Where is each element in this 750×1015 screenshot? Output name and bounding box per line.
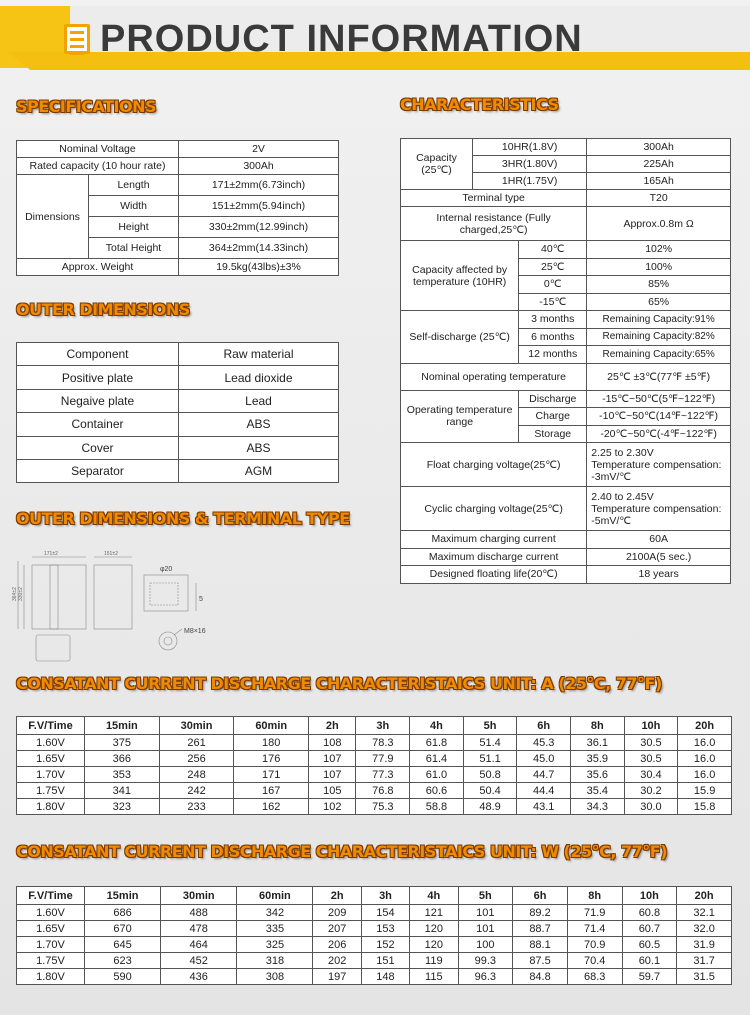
table-cell: 30.5 — [624, 735, 678, 751]
table-cell: 35.6 — [570, 767, 624, 783]
table-cell: 153 — [361, 921, 409, 937]
table-cell: 45.0 — [517, 751, 571, 767]
table-cell: 108 — [309, 735, 356, 751]
column-header: F.V/Time — [17, 717, 85, 735]
table-cell: 115 — [410, 969, 458, 985]
table-header-row — [17, 887, 732, 905]
char-value: 25℃ ±3℃(77℉ ±5℉) — [587, 363, 731, 390]
column-header: 3h — [356, 717, 410, 735]
table-cell: 478 — [161, 921, 237, 937]
material-cell: Lead dioxide — [179, 366, 339, 389]
material-cell: AGM — [179, 459, 339, 482]
table-cell: 101 — [458, 905, 513, 921]
table-row — [401, 531, 731, 549]
column-header: 15min — [85, 887, 161, 905]
spec-label: Dimensions — [17, 175, 89, 259]
heading-discharge-w: CONSATANT CURRENT DISCHARGE CHARACTERISTAICS UNIT: W (25°C, 77°F) — [16, 842, 668, 861]
table-row — [401, 207, 731, 241]
table-row — [17, 413, 339, 436]
table-cell: 120 — [410, 921, 458, 937]
spec-value: 2V — [179, 141, 339, 158]
table-cell: 35.4 — [570, 783, 624, 799]
table-row — [17, 158, 339, 175]
table-cell: 148 — [361, 969, 409, 985]
char-label: Operating temperature range — [401, 390, 519, 443]
char-value: Remaining Capacity:82% — [587, 328, 731, 346]
table-cell: 31.5 — [677, 969, 732, 985]
char-value: 100% — [587, 258, 731, 276]
row-label: 1.60V — [17, 905, 85, 921]
table-cell: 623 — [85, 953, 161, 969]
table-cell: 151 — [361, 953, 409, 969]
table-cell: 464 — [161, 937, 237, 953]
table-cell: 30.4 — [624, 767, 678, 783]
drawing-dim-side2: 330±2 — [18, 587, 24, 601]
table-row — [17, 905, 732, 921]
row-label: 1.80V — [17, 799, 85, 815]
table-cell: 51.4 — [463, 735, 517, 751]
component-cell: Negaive plate — [17, 389, 179, 412]
char-value: Remaining Capacity:91% — [587, 311, 731, 329]
column-header: Component — [17, 343, 179, 366]
table-cell: 60.1 — [622, 953, 677, 969]
spec-label: Length — [89, 175, 179, 196]
char-value: 165Ah — [587, 173, 731, 190]
drawing-dim-side1: 364±2 — [12, 587, 18, 601]
heading-specifications: SPECIFICATIONS — [16, 97, 157, 116]
table-cell: 207 — [313, 921, 361, 937]
heading-characteristics: CHARACTERISTICS — [400, 95, 559, 114]
table-cell: 686 — [85, 905, 161, 921]
char-value: -10℃~50℃(14℉~122℉) — [587, 408, 731, 426]
table-row — [17, 767, 732, 783]
table-cell: 100 — [458, 937, 513, 953]
drawing-terminal-depth: 5 — [199, 596, 203, 603]
column-header: 60min — [234, 717, 309, 735]
table-cell: 60.7 — [622, 921, 677, 937]
table-cell: 77.9 — [356, 751, 410, 767]
table-cell: 60.5 — [622, 937, 677, 953]
table-row — [17, 937, 732, 953]
drawing-dim-top1: 171±2 — [44, 551, 58, 557]
table-cell: 120 — [410, 937, 458, 953]
table-row — [401, 311, 731, 329]
table-cell: 102 — [309, 799, 356, 815]
table-cell: 16.0 — [678, 767, 732, 783]
table-row — [17, 783, 732, 799]
table-cell: 325 — [237, 937, 313, 953]
table-row — [17, 799, 732, 815]
table-cell: 197 — [313, 969, 361, 985]
column-header: 15min — [85, 717, 160, 735]
column-header: 2h — [309, 717, 356, 735]
table-cell: 342 — [237, 905, 313, 921]
table-cell: 488 — [161, 905, 237, 921]
heading-outer-dimensions: OUTER DIMENSIONS — [16, 300, 190, 319]
table-cell: 162 — [234, 799, 309, 815]
table-row — [17, 259, 339, 276]
spec-value: 19.5kg(43lbs)±3% — [179, 259, 339, 276]
char-label: Float charging voltage(25℃) — [401, 443, 587, 487]
char-label: Self-discharge (25℃) — [401, 311, 519, 364]
specifications-table — [16, 140, 339, 276]
table-cell: 171 — [234, 767, 309, 783]
row-label: 1.75V — [17, 953, 85, 969]
table-cell: 233 — [159, 799, 234, 815]
table-cell: 180 — [234, 735, 309, 751]
material-cell: ABS — [179, 413, 339, 436]
page-title: PRODUCT INFORMATION — [100, 18, 583, 60]
spec-value: 171±2mm(6.73inch) — [179, 175, 339, 196]
drawing-bolt: M8×16 — [184, 628, 206, 635]
char-value: 102% — [587, 241, 731, 259]
table-cell: 68.3 — [567, 969, 622, 985]
document-icon — [64, 24, 90, 54]
outer-dimensions-table — [16, 342, 339, 483]
table-cell: 71.9 — [567, 905, 622, 921]
table-cell: 61.0 — [410, 767, 464, 783]
column-header: Raw material — [179, 343, 339, 366]
char-label: Capacity affected by temperature (10HR) — [401, 241, 519, 311]
table-cell: 261 — [159, 735, 234, 751]
char-sub: 40℃ — [519, 241, 587, 259]
column-header: 10h — [624, 717, 678, 735]
table-cell: 96.3 — [458, 969, 513, 985]
column-header: 6h — [513, 887, 568, 905]
table-cell: 590 — [85, 969, 161, 985]
table-cell: 308 — [237, 969, 313, 985]
char-sub: 1HR(1.75V) — [473, 173, 587, 190]
char-value: -20℃~50℃(-4℉~122℉) — [587, 425, 731, 443]
table-cell: 77.3 — [356, 767, 410, 783]
char-value: Remaining Capacity:65% — [587, 346, 731, 364]
char-sub: Charge — [519, 408, 587, 426]
table-cell: 36.1 — [570, 735, 624, 751]
spec-value: 300Ah — [179, 158, 339, 175]
row-label: 1.80V — [17, 969, 85, 985]
table-cell: 167 — [234, 783, 309, 799]
char-sub: Discharge — [519, 390, 587, 408]
table-row — [401, 363, 731, 390]
table-cell: 70.4 — [567, 953, 622, 969]
material-cell: Lead — [179, 389, 339, 412]
column-header: 5h — [458, 887, 513, 905]
drawing-dim-top2: 151±2 — [104, 551, 118, 557]
table-cell: 105 — [309, 783, 356, 799]
char-value: 2100A(5 sec.) — [587, 548, 731, 566]
char-label: Capacity (25℃) — [401, 139, 473, 190]
component-cell: Cover — [17, 436, 179, 459]
table-cell: 206 — [313, 937, 361, 953]
table-cell: 70.9 — [567, 937, 622, 953]
table-cell: 76.8 — [356, 783, 410, 799]
table-row — [401, 443, 731, 487]
discharge-table-a — [16, 716, 732, 815]
char-sub: 10HR(1.8V) — [473, 139, 587, 156]
table-cell: 31.9 — [677, 937, 732, 953]
char-value: 60A — [587, 531, 731, 549]
spec-label: Nominal Voltage — [17, 141, 179, 158]
row-label: 1.65V — [17, 751, 85, 767]
table-cell: 48.9 — [463, 799, 517, 815]
column-header: F.V/Time — [17, 887, 85, 905]
spec-label: Total Height — [89, 238, 179, 259]
char-sub: 3 months — [519, 311, 587, 329]
column-header: 2h — [313, 887, 361, 905]
table-row — [17, 459, 339, 482]
table-cell: 375 — [85, 735, 160, 751]
column-header: 30min — [159, 717, 234, 735]
char-label: Terminal type — [401, 190, 587, 207]
cyclic-compensation: Temperature compensation: -5mV/℃ — [591, 502, 722, 527]
char-value: 225Ah — [587, 156, 731, 173]
table-cell: 78.3 — [356, 735, 410, 751]
spec-value: 330±2mm(12.99inch) — [179, 217, 339, 238]
component-cell: Container — [17, 413, 179, 436]
cyclic-voltage: 2.40 to 2.45V — [591, 490, 654, 503]
table-row — [17, 969, 732, 985]
table-row — [17, 141, 339, 158]
row-label: 1.70V — [17, 767, 85, 783]
table-row — [17, 751, 732, 767]
table-cell: 107 — [309, 767, 356, 783]
char-value: -15℃~50℃(5℉~122℉) — [587, 390, 731, 408]
table-cell: 107 — [309, 751, 356, 767]
table-row — [401, 190, 731, 207]
table-cell: 51.1 — [463, 751, 517, 767]
table-cell: 645 — [85, 937, 161, 953]
table-cell: 121 — [410, 905, 458, 921]
char-value: Approx.0.8m Ω — [587, 207, 731, 241]
char-sub: 3HR(1.80V) — [473, 156, 587, 173]
spec-label: Rated capacity (10 hour rate) — [17, 158, 179, 175]
table-cell: 152 — [361, 937, 409, 953]
heading-discharge-a: CONSATANT CURRENT DISCHARGE CHARACTERISTAICS UNIT: A (25°C, 77°F) — [16, 674, 662, 693]
table-cell: 154 — [361, 905, 409, 921]
table-cell: 58.8 — [410, 799, 464, 815]
table-cell: 353 — [85, 767, 160, 783]
spec-label: Approx. Weight — [17, 259, 179, 276]
table-cell: 61.4 — [410, 751, 464, 767]
table-cell: 45.3 — [517, 735, 571, 751]
column-header: 5h — [463, 717, 517, 735]
char-value — [587, 443, 731, 487]
row-label: 1.70V — [17, 937, 85, 953]
table-row — [17, 436, 339, 459]
discharge-table-w — [16, 886, 732, 985]
char-label: Designed floating life(20℃) — [401, 566, 587, 584]
heading-outer-terminal: OUTER DIMENSIONS & TERMINAL TYPE — [16, 509, 350, 528]
table-cell: 242 — [159, 783, 234, 799]
table-row — [401, 548, 731, 566]
table-row — [401, 566, 731, 584]
table-cell: 32.1 — [677, 905, 732, 921]
char-sub: 25℃ — [519, 258, 587, 276]
column-header: 4h — [410, 717, 464, 735]
spec-label: Width — [89, 196, 179, 217]
material-cell: ABS — [179, 436, 339, 459]
table-cell: 15.9 — [678, 783, 732, 799]
table-row — [17, 366, 339, 389]
float-voltage: 2.25 to 2.30V — [591, 446, 654, 459]
table-cell: 89.2 — [513, 905, 568, 921]
table-cell: 31.7 — [677, 953, 732, 969]
table-cell: 59.7 — [622, 969, 677, 985]
table-cell: 43.1 — [517, 799, 571, 815]
row-label: 1.75V — [17, 783, 85, 799]
spec-value: 151±2mm(5.94inch) — [179, 196, 339, 217]
dimension-drawing — [14, 545, 244, 667]
column-header: 30min — [161, 887, 237, 905]
spec-value: 364±2mm(14.33inch) — [179, 238, 339, 259]
table-cell: 30.2 — [624, 783, 678, 799]
column-header: 6h — [517, 717, 571, 735]
table-cell: 16.0 — [678, 751, 732, 767]
table-cell: 32.0 — [677, 921, 732, 937]
char-sub: 0℃ — [519, 276, 587, 294]
char-label: Maximum discharge current — [401, 548, 587, 566]
char-sub: 6 months — [519, 328, 587, 346]
char-value: 85% — [587, 276, 731, 294]
table-cell: 44.4 — [517, 783, 571, 799]
table-cell: 436 — [161, 969, 237, 985]
char-value: 300Ah — [587, 139, 731, 156]
table-cell: 71.4 — [567, 921, 622, 937]
table-cell: 75.3 — [356, 799, 410, 815]
char-label: Cyclic charging voltage(25℃) — [401, 487, 587, 531]
table-cell: 60.8 — [622, 905, 677, 921]
table-row — [17, 343, 339, 366]
table-row — [17, 953, 732, 969]
row-label: 1.60V — [17, 735, 85, 751]
table-row — [17, 175, 339, 196]
table-cell: 34.3 — [570, 799, 624, 815]
table-cell: 176 — [234, 751, 309, 767]
char-value — [587, 487, 731, 531]
table-cell: 248 — [159, 767, 234, 783]
table-cell: 87.5 — [513, 953, 568, 969]
table-cell: 30.5 — [624, 751, 678, 767]
table-cell: 88.1 — [513, 937, 568, 953]
char-value: T20 — [587, 190, 731, 207]
table-row — [401, 487, 731, 531]
table-row — [401, 390, 731, 408]
table-cell: 50.4 — [463, 783, 517, 799]
table-row — [401, 139, 731, 156]
table-cell: 101 — [458, 921, 513, 937]
table-cell: 256 — [159, 751, 234, 767]
char-value: 18 years — [587, 566, 731, 584]
char-label: Internal resistance (Fully charged,25℃) — [401, 207, 587, 241]
table-cell: 35.9 — [570, 751, 624, 767]
table-cell: 50.8 — [463, 767, 517, 783]
spec-label: Height — [89, 217, 179, 238]
table-cell: 30.0 — [624, 799, 678, 815]
characteristics-table — [400, 138, 731, 584]
table-cell: 44.7 — [517, 767, 571, 783]
column-header: 8h — [570, 717, 624, 735]
component-cell: Positive plate — [17, 366, 179, 389]
char-sub: Storage — [519, 425, 587, 443]
table-cell: 209 — [313, 905, 361, 921]
table-cell: 16.0 — [678, 735, 732, 751]
table-cell: 202 — [313, 953, 361, 969]
table-cell: 60.6 — [410, 783, 464, 799]
table-row — [17, 735, 732, 751]
table-cell: 99.3 — [458, 953, 513, 969]
char-value: 65% — [587, 293, 731, 311]
float-compensation: Temperature compensation: -3mV/℃ — [591, 458, 722, 483]
table-row — [17, 389, 339, 412]
table-cell: 452 — [161, 953, 237, 969]
table-cell: 318 — [237, 953, 313, 969]
char-label: Maximum charging current — [401, 531, 587, 549]
table-cell: 88.7 — [513, 921, 568, 937]
char-sub: -15℃ — [519, 293, 587, 311]
char-sub: 12 months — [519, 346, 587, 364]
table-cell: 335 — [237, 921, 313, 937]
table-cell: 341 — [85, 783, 160, 799]
table-cell: 323 — [85, 799, 160, 815]
column-header: 4h — [410, 887, 458, 905]
table-cell: 366 — [85, 751, 160, 767]
char-label: Nominal operating temperature — [401, 363, 587, 390]
banner — [0, 0, 750, 82]
component-cell: Separator — [17, 459, 179, 482]
table-row — [17, 921, 732, 937]
table-cell: 61.8 — [410, 735, 464, 751]
column-header: 3h — [361, 887, 409, 905]
column-header: 10h — [622, 887, 677, 905]
column-header: 20h — [677, 887, 732, 905]
column-header: 60min — [237, 887, 313, 905]
table-cell: 670 — [85, 921, 161, 937]
table-row — [401, 241, 731, 259]
column-header: 20h — [678, 717, 732, 735]
drawing-terminal-dia: φ20 — [160, 566, 173, 573]
column-header: 8h — [567, 887, 622, 905]
table-cell: 84.8 — [513, 969, 568, 985]
table-cell: 15.8 — [678, 799, 732, 815]
table-header-row — [17, 717, 732, 735]
row-label: 1.65V — [17, 921, 85, 937]
table-cell: 119 — [410, 953, 458, 969]
